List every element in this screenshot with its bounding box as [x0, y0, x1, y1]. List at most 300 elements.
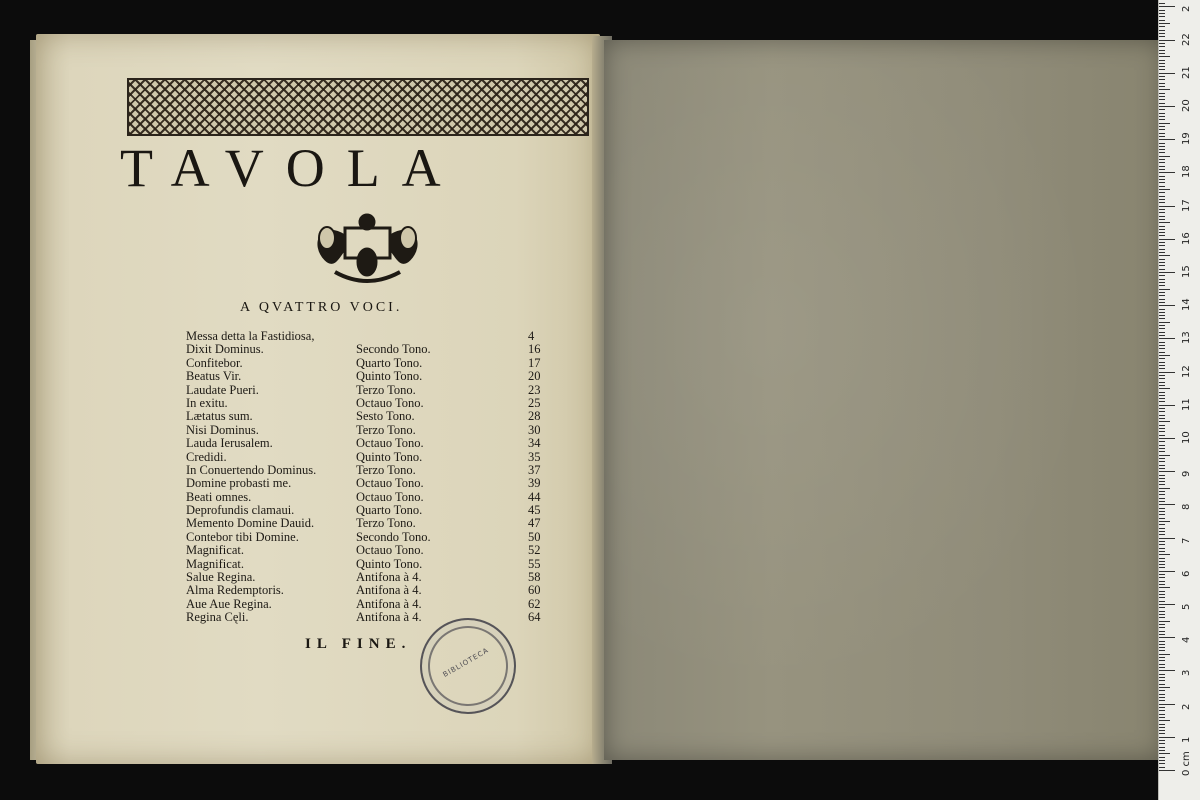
- toc-page: 16: [528, 342, 541, 357]
- ruler-tick: [1159, 405, 1175, 406]
- ruler-minor-tick: [1159, 484, 1165, 485]
- ruler-label: 7: [1181, 537, 1192, 544]
- ruler-minor-tick: [1159, 182, 1165, 183]
- toc-tone: Octauo Tono.: [356, 489, 424, 504]
- ruler-label: 6: [1181, 570, 1192, 577]
- ruler-label: 17: [1181, 198, 1192, 212]
- ruler-minor-tick: [1159, 418, 1165, 419]
- ruler-minor-tick: [1159, 541, 1165, 542]
- ruler-minor-tick: [1159, 534, 1165, 535]
- toc-page: 23: [528, 382, 541, 397]
- ruler-tick: [1159, 637, 1175, 638]
- ruler-label: 12: [1181, 364, 1192, 378]
- section-heading: A QVATTRO VOCI.: [240, 300, 403, 315]
- toc-title: Domine probasti me.: [186, 476, 292, 491]
- toc-tone: Quinto Tono.: [356, 556, 423, 571]
- toc-title: Deprofundis clamaui.: [186, 503, 295, 518]
- toc-title: Messa detta la Fastidiosa,: [186, 329, 315, 343]
- ruler-tick: [1159, 40, 1175, 41]
- ruler-minor-tick: [1159, 684, 1165, 685]
- ruler-minor-tick: [1159, 166, 1165, 167]
- toc-title: Beati omnes.: [186, 489, 252, 504]
- ruler-minor-tick: [1159, 627, 1165, 628]
- toc-row: [186, 343, 576, 356]
- ruler-minor-tick: [1159, 524, 1165, 525]
- ruler-minor-tick: [1159, 521, 1170, 522]
- ruler-label: 5: [1181, 603, 1192, 610]
- ruler-tick: [1159, 770, 1175, 771]
- blank-page: [604, 40, 1164, 760]
- measurement-ruler: [1158, 0, 1200, 800]
- toc-tone: Antifona à 4.: [356, 596, 422, 611]
- ruler-minor-tick: [1159, 89, 1170, 90]
- toc-row: [186, 477, 576, 490]
- toc-tone: Terzo Tono.: [356, 462, 416, 477]
- ruler-minor-tick: [1159, 717, 1165, 718]
- ruler-minor-tick: [1159, 501, 1165, 502]
- ruler-minor-tick: [1159, 229, 1165, 230]
- ruler-label: 18: [1181, 165, 1192, 179]
- ruler-tick: [1159, 471, 1175, 472]
- toc-tone: Quinto Tono.: [356, 369, 423, 384]
- ruler-label: 4: [1181, 636, 1192, 644]
- ruler-minor-tick: [1159, 491, 1165, 492]
- ruler-minor-tick: [1159, 358, 1165, 359]
- ruler-minor-tick: [1159, 209, 1165, 210]
- ruler-minor-tick: [1159, 116, 1165, 117]
- ruler-minor-tick: [1159, 680, 1165, 681]
- ruler-minor-tick: [1159, 33, 1165, 34]
- ruler-minor-tick: [1159, 60, 1165, 61]
- toc-tone: Terzo Tono.: [356, 516, 416, 531]
- toc-row: [186, 491, 576, 504]
- toc-row: [186, 357, 576, 370]
- ruler-minor-tick: [1159, 289, 1170, 290]
- ruler-minor-tick: [1159, 136, 1165, 137]
- ruler-minor-tick: [1159, 511, 1165, 512]
- ruler-tick: [1159, 272, 1175, 273]
- ruler-minor-tick: [1159, 10, 1165, 11]
- ruler-minor-tick: [1159, 514, 1165, 515]
- ruler-minor-tick: [1159, 475, 1165, 476]
- ruler-minor-tick: [1159, 660, 1165, 661]
- toc-tone: Octauo Tono.: [356, 476, 424, 491]
- ruler-minor-tick: [1159, 222, 1170, 223]
- ruler-tick: [1159, 239, 1175, 240]
- ruler-minor-tick: [1159, 667, 1165, 668]
- ruler-minor-tick: [1159, 119, 1165, 120]
- toc-page: 55: [528, 556, 541, 571]
- ruler-minor-tick: [1159, 657, 1165, 658]
- ruler-minor-tick: [1159, 212, 1165, 213]
- ruler-minor-tick: [1159, 322, 1170, 323]
- toc-title: Alma Redemptoris.: [186, 583, 284, 598]
- ruler-minor-tick: [1159, 468, 1165, 469]
- ruler-tick: [1159, 571, 1175, 572]
- toc-title: Credidi.: [186, 449, 227, 464]
- ruler-minor-tick: [1159, 677, 1165, 678]
- ruler-minor-tick: [1159, 63, 1165, 64]
- ruler-minor-tick: [1159, 219, 1165, 220]
- ruler-minor-tick: [1159, 707, 1165, 708]
- ruler-minor-tick: [1159, 631, 1165, 632]
- ruler-minor-tick: [1159, 235, 1165, 236]
- ruler-minor-tick: [1159, 594, 1165, 595]
- ruler-minor-tick: [1159, 531, 1165, 532]
- ruler-tick: [1159, 737, 1175, 738]
- ruler-minor-tick: [1159, 315, 1165, 316]
- toc-page: 20: [528, 369, 541, 384]
- ruler-minor-tick: [1159, 53, 1165, 54]
- toc-tone: Quinto Tono.: [356, 449, 423, 464]
- ruler-minor-tick: [1159, 176, 1165, 177]
- toc-tone: Octauo Tono.: [356, 543, 424, 558]
- ruler-minor-tick: [1159, 710, 1165, 711]
- ruler-minor-tick: [1159, 567, 1165, 568]
- ruler-minor-tick: [1159, 455, 1170, 456]
- ruler-minor-tick: [1159, 767, 1165, 768]
- ruler-minor-tick: [1159, 544, 1165, 545]
- ruler-minor-tick: [1159, 66, 1165, 67]
- ruler-minor-tick: [1159, 275, 1165, 276]
- toc-title: Lauda Ierusalem.: [186, 436, 273, 451]
- ruler-tick: [1159, 704, 1175, 705]
- ruler-minor-tick: [1159, 714, 1165, 715]
- ruler-minor-tick: [1159, 123, 1170, 124]
- toc-row: [186, 451, 576, 464]
- ruler-tick: [1159, 538, 1175, 539]
- ruler-minor-tick: [1159, 302, 1165, 303]
- toc-row: [186, 571, 576, 584]
- ruler-minor-tick: [1159, 196, 1165, 197]
- toc-title: In Conuertendo Dominus.: [186, 462, 317, 477]
- ruler-minor-tick: [1159, 624, 1165, 625]
- ruler-minor-tick: [1159, 20, 1165, 21]
- ruler-minor-tick: [1159, 740, 1165, 741]
- toc-page: 64: [528, 610, 541, 625]
- toc-page: 25: [528, 395, 541, 410]
- ruler-minor-tick: [1159, 621, 1170, 622]
- ruler-tick: [1159, 139, 1175, 140]
- ruler-minor-tick: [1159, 518, 1165, 519]
- ruler-minor-tick: [1159, 408, 1165, 409]
- ruler-minor-tick: [1159, 574, 1165, 575]
- toc-title: Salue Regina.: [186, 570, 256, 585]
- ruler-minor-tick: [1159, 179, 1165, 180]
- ruler-minor-tick: [1159, 753, 1170, 754]
- ruler-minor-tick: [1159, 355, 1170, 356]
- toc-page: 39: [528, 476, 541, 491]
- ruler-label: 2: [1181, 703, 1192, 710]
- ruler-minor-tick: [1159, 245, 1165, 246]
- ruler-minor-tick: [1159, 186, 1165, 187]
- ruler-minor-tick: [1159, 611, 1165, 612]
- ruler-tick: [1159, 73, 1175, 74]
- toc-tone: Antifona à 4.: [356, 610, 422, 625]
- ruler-minor-tick: [1159, 23, 1170, 24]
- ruler-minor-tick: [1159, 129, 1165, 130]
- ruler-minor-tick: [1159, 401, 1165, 402]
- toc-row: [186, 544, 576, 557]
- ruler-minor-tick: [1159, 674, 1165, 675]
- ruler-minor-tick: [1159, 69, 1165, 70]
- ruler-minor-tick: [1159, 720, 1170, 721]
- toc-row: [186, 517, 576, 530]
- ruler-minor-tick: [1159, 192, 1165, 193]
- toc-row: [186, 384, 576, 397]
- ruler-tick: [1159, 438, 1175, 439]
- toc-row: [186, 584, 576, 597]
- toc-page: 44: [528, 489, 541, 504]
- ruler-minor-tick: [1159, 398, 1165, 399]
- ruler-minor-tick: [1159, 730, 1165, 731]
- toc-row: [186, 437, 576, 450]
- ruler-minor-tick: [1159, 724, 1165, 725]
- ruler-minor-tick: [1159, 159, 1165, 160]
- ruler-tick: [1159, 372, 1175, 373]
- ruler-minor-tick: [1159, 415, 1165, 416]
- ruler-minor-tick: [1159, 3, 1165, 4]
- ruler-minor-tick: [1159, 498, 1165, 499]
- ruler-minor-tick: [1159, 431, 1165, 432]
- ruler-minor-tick: [1159, 265, 1165, 266]
- ruler-minor-tick: [1159, 149, 1165, 150]
- ruler-minor-tick: [1159, 199, 1165, 200]
- ruler-minor-tick: [1159, 76, 1165, 77]
- ruler-minor-tick: [1159, 312, 1165, 313]
- ruler-minor-tick: [1159, 30, 1165, 31]
- ruler-minor-tick: [1159, 279, 1165, 280]
- ruler-minor-tick: [1159, 435, 1165, 436]
- ruler-minor-tick: [1159, 325, 1165, 326]
- ruler-minor-tick: [1159, 508, 1165, 509]
- toc-page: 34: [528, 436, 541, 451]
- toc-tone: Octauo Tono.: [356, 395, 424, 410]
- ruler-minor-tick: [1159, 299, 1165, 300]
- ruler-minor-tick: [1159, 757, 1165, 758]
- ruler-minor-tick: [1159, 345, 1165, 346]
- ruler-minor-tick: [1159, 617, 1165, 618]
- ruler-minor-tick: [1159, 259, 1165, 260]
- ruler-minor-tick: [1159, 421, 1170, 422]
- ruler-minor-tick: [1159, 255, 1170, 256]
- ruler-label: 22: [1181, 32, 1192, 46]
- ruler-minor-tick: [1159, 126, 1165, 127]
- ruler-label: 20: [1181, 99, 1192, 112]
- ruler-minor-tick: [1159, 375, 1165, 376]
- ruler-minor-tick: [1159, 607, 1165, 608]
- ruler-minor-tick: [1159, 382, 1165, 383]
- ruler-label: 21: [1181, 66, 1192, 79]
- toc-tone: Antifona à 4.: [356, 570, 422, 585]
- ruler-minor-tick: [1159, 428, 1165, 429]
- ruler-minor-tick: [1159, 146, 1165, 147]
- toc-page: 28: [528, 409, 541, 424]
- toc-row: [186, 370, 576, 383]
- ruler-minor-tick: [1159, 46, 1165, 47]
- toc-title: Magnificat.: [186, 556, 244, 571]
- ruler-minor-tick: [1159, 587, 1170, 588]
- toc-tone: Terzo Tono.: [356, 382, 416, 397]
- ruler-minor-tick: [1159, 448, 1165, 449]
- ruler-minor-tick: [1159, 548, 1165, 549]
- ruler-minor-tick: [1159, 641, 1165, 642]
- ruler-minor-tick: [1159, 249, 1165, 250]
- ruler-minor-tick: [1159, 26, 1165, 27]
- ruler-minor-tick: [1159, 269, 1165, 270]
- ruler-minor-tick: [1159, 50, 1165, 51]
- ruler-minor-tick: [1159, 292, 1165, 293]
- toc-tone: Sesto Tono.: [356, 409, 415, 424]
- ruler-minor-tick: [1159, 634, 1165, 635]
- ruler-minor-tick: [1159, 558, 1165, 559]
- ruler-minor-tick: [1159, 328, 1165, 329]
- ruler-label: 13: [1181, 331, 1192, 345]
- ruler-minor-tick: [1159, 216, 1165, 217]
- ruler-tick: [1159, 670, 1175, 671]
- ruler-tick: [1159, 338, 1175, 339]
- ruler-minor-tick: [1159, 644, 1165, 645]
- toc-page: 52: [528, 543, 541, 558]
- ruler-minor-tick: [1159, 481, 1165, 482]
- ruler-label: 0 cm: [1181, 751, 1192, 776]
- ruler-minor-tick: [1159, 760, 1165, 761]
- toc-row: [186, 598, 576, 611]
- toc-title: Regina Cęli.: [186, 610, 249, 625]
- ruler-minor-tick: [1159, 591, 1165, 592]
- toc-title: Memento Domine Dauid.: [186, 516, 315, 531]
- ruler-label: 8: [1181, 504, 1192, 511]
- ruler-minor-tick: [1159, 93, 1165, 94]
- ruler-minor-tick: [1159, 445, 1165, 446]
- toc-title: In exitu.: [186, 395, 228, 410]
- ruler-minor-tick: [1159, 113, 1165, 114]
- ruler-minor-tick: [1159, 700, 1165, 701]
- ruler-minor-tick: [1159, 13, 1165, 14]
- ruler-minor-tick: [1159, 226, 1165, 227]
- ruler-label: 19: [1181, 132, 1192, 146]
- ruler-minor-tick: [1159, 133, 1165, 134]
- toc-title: Beatus Vir.: [186, 369, 242, 384]
- ruler-minor-tick: [1159, 654, 1170, 655]
- ruler-minor-tick: [1159, 285, 1165, 286]
- ruler-minor-tick: [1159, 763, 1165, 764]
- ruler-minor-tick: [1159, 362, 1165, 363]
- toc-row: [186, 611, 576, 624]
- ruler-minor-tick: [1159, 690, 1165, 691]
- toc-tone: Terzo Tono.: [356, 422, 416, 437]
- ruler-minor-tick: [1159, 109, 1165, 110]
- toc-row: [186, 464, 576, 477]
- ruler-minor-tick: [1159, 750, 1165, 751]
- ruler-minor-tick: [1159, 425, 1165, 426]
- ruler-tick: [1159, 106, 1175, 107]
- toc-page: 4: [528, 329, 535, 343]
- ruler-tick: [1159, 172, 1175, 173]
- page-title: TAVOLA: [120, 138, 463, 198]
- ruler-label: 15: [1181, 265, 1192, 278]
- ruler-minor-tick: [1159, 488, 1170, 489]
- ruler-minor-tick: [1159, 461, 1165, 462]
- ruler-label: 10: [1181, 431, 1192, 444]
- toc-page: 58: [528, 570, 541, 585]
- ruler-minor-tick: [1159, 528, 1165, 529]
- toc-page: 60: [528, 583, 541, 598]
- ruler-minor-tick: [1159, 395, 1165, 396]
- ruler-minor-tick: [1159, 295, 1165, 296]
- ruler-minor-tick: [1159, 352, 1165, 353]
- toc-title: Nisi Dominus.: [186, 422, 259, 437]
- ruler-minor-tick: [1159, 156, 1170, 157]
- ruler-label: 2: [1181, 6, 1192, 13]
- toc-tone: Secondo Tono.: [356, 529, 431, 544]
- ruler-minor-tick: [1159, 584, 1165, 585]
- ruler-minor-tick: [1159, 581, 1165, 582]
- ruler-tick: [1159, 305, 1175, 306]
- ruler-minor-tick: [1159, 83, 1165, 84]
- ruler-minor-tick: [1159, 733, 1165, 734]
- ruler-minor-tick: [1159, 202, 1165, 203]
- ruler-minor-tick: [1159, 96, 1165, 97]
- ruler-minor-tick: [1159, 99, 1165, 100]
- ruler-minor-tick: [1159, 262, 1165, 263]
- toc-tone: Quarto Tono.: [356, 355, 423, 370]
- ruler-minor-tick: [1159, 86, 1165, 87]
- ruler-label: 1: [1181, 736, 1192, 743]
- ruler-minor-tick: [1159, 747, 1165, 748]
- ruler-minor-tick: [1159, 441, 1165, 442]
- ruler-minor-tick: [1159, 368, 1165, 369]
- toc-page: 30: [528, 422, 541, 437]
- ruler-tick: [1159, 604, 1175, 605]
- toc-row: [186, 531, 576, 544]
- ruler-minor-tick: [1159, 554, 1170, 555]
- stamp-label: BIBLIOTECA: [441, 646, 491, 679]
- ruler-tick: [1159, 206, 1175, 207]
- ruler-minor-tick: [1159, 335, 1165, 336]
- ruler-minor-tick: [1159, 365, 1165, 366]
- ruler-tick: [1159, 504, 1175, 505]
- ruler-minor-tick: [1159, 478, 1165, 479]
- toc-tone: Quarto Tono.: [356, 503, 423, 518]
- toc-page: 35: [528, 449, 541, 464]
- toc-row: [186, 504, 576, 517]
- ruler-minor-tick: [1159, 36, 1165, 37]
- toc-page: 62: [528, 596, 541, 611]
- toc-row: [186, 330, 576, 343]
- ruler-minor-tick: [1159, 614, 1165, 615]
- toc-row: [186, 397, 576, 410]
- toc-page: 50: [528, 529, 541, 544]
- ruler-minor-tick: [1159, 332, 1165, 333]
- ruler-minor-tick: [1159, 252, 1165, 253]
- ruler-minor-tick: [1159, 378, 1165, 379]
- toc-page: 45: [528, 503, 541, 518]
- toc-title: Lætatus sum.: [186, 409, 253, 424]
- ruler-minor-tick: [1159, 577, 1165, 578]
- printer-ornament-icon: [305, 210, 430, 285]
- ruler-minor-tick: [1159, 348, 1165, 349]
- ruler-minor-tick: [1159, 601, 1165, 602]
- ruler-minor-tick: [1159, 16, 1165, 17]
- ruler-minor-tick: [1159, 392, 1165, 393]
- ruler-minor-tick: [1159, 43, 1165, 44]
- toc-row: [186, 558, 576, 571]
- toc-row: [186, 410, 576, 423]
- ruler-minor-tick: [1159, 694, 1165, 695]
- ruler-label: 11: [1181, 398, 1192, 411]
- ruler-minor-tick: [1159, 458, 1165, 459]
